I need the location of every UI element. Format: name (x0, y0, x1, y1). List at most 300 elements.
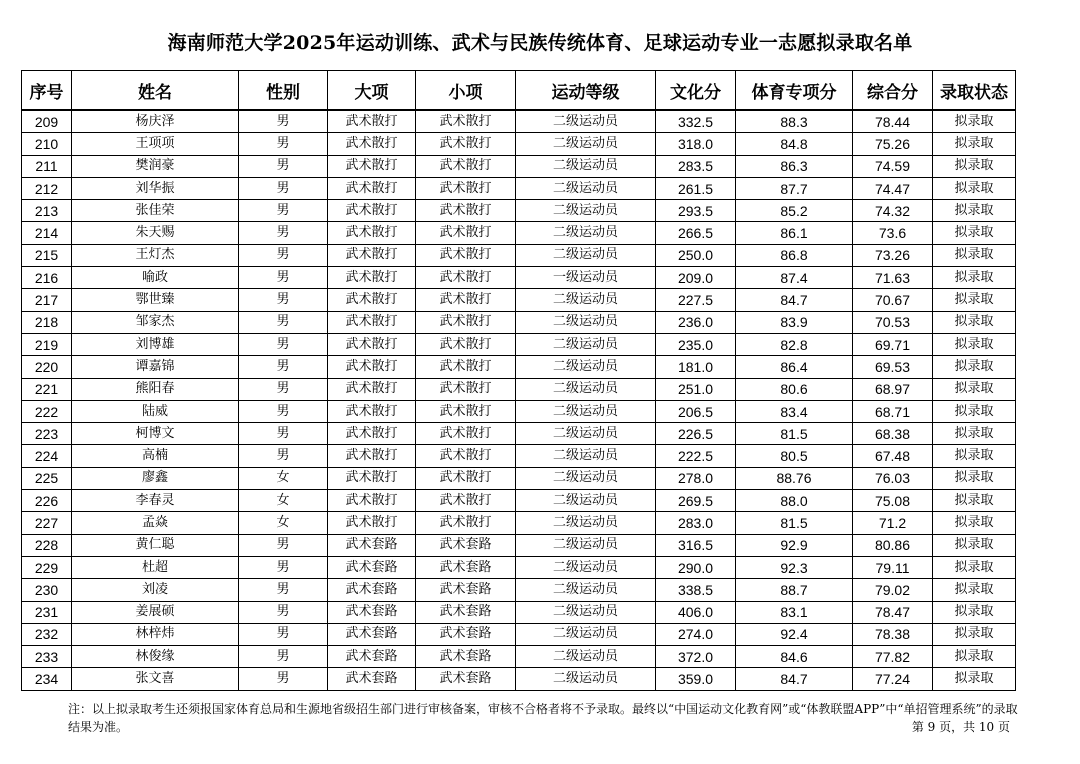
table-row (22, 289, 1016, 311)
cell-seq: 213 (22, 200, 72, 222)
cell-gender: 男 (239, 534, 328, 556)
cell-sport-score: 92.9 (736, 534, 853, 556)
cell-gender: 男 (239, 378, 328, 400)
cell-status: 拟录取 (933, 289, 1016, 311)
cell-sport-score: 88.76 (736, 467, 853, 489)
cell-category: 武术散打 (328, 490, 416, 512)
cell-status: 拟录取 (933, 311, 1016, 333)
cell-category: 武术散打 (328, 445, 416, 467)
cell-level: 二级运动员 (516, 333, 656, 355)
cell-category: 武术套路 (328, 646, 416, 668)
column-header-total-score: 综合分 (853, 71, 933, 111)
cell-level: 二级运动员 (516, 556, 656, 578)
cell-status: 拟录取 (933, 467, 1016, 489)
column-header-category: 大项 (328, 71, 416, 111)
cell-name: 柯博文 (72, 423, 239, 445)
cell-gender: 男 (239, 356, 328, 378)
cell-subcategory: 武术套路 (416, 601, 516, 623)
cell-subcategory: 武术散打 (416, 289, 516, 311)
cell-level: 二级运动员 (516, 177, 656, 199)
cell-gender: 男 (239, 623, 328, 645)
cell-gender: 男 (239, 311, 328, 333)
cell-name: 张佳荣 (72, 200, 239, 222)
cell-name: 林俊缘 (72, 646, 239, 668)
table-row (22, 400, 1016, 422)
table-row (22, 579, 1016, 601)
cell-gender: 男 (239, 423, 328, 445)
cell-category: 武术散打 (328, 333, 416, 355)
table-row (22, 623, 1016, 645)
cell-name: 黄仁聪 (72, 534, 239, 556)
cell-name: 姜展硕 (72, 601, 239, 623)
cell-total-score: 73.6 (853, 222, 933, 244)
cell-category: 武术散打 (328, 267, 416, 289)
table-row (22, 356, 1016, 378)
table-row (22, 155, 1016, 177)
cell-total-score: 73.26 (853, 244, 933, 266)
cell-culture-score: 222.5 (656, 445, 736, 467)
table-row (22, 423, 1016, 445)
cell-sport-score: 84.8 (736, 133, 853, 155)
cell-seq: 222 (22, 400, 72, 422)
cell-total-score: 69.71 (853, 333, 933, 355)
cell-subcategory: 武术散打 (416, 490, 516, 512)
cell-seq: 210 (22, 133, 72, 155)
cell-name: 廖鑫 (72, 467, 239, 489)
footnote: 注：以上拟录取考生还须报国家体育总局和生源地省级招生部门进行审核备案，审核不合格者将不予录取。最终以“中国运动文化教育网”或“体教联盟APP”中“单招管理系统”的录取结果为准。 (68, 702, 1018, 734)
cell-category: 武术散打 (328, 222, 416, 244)
cell-gender: 男 (239, 133, 328, 155)
cell-sport-score: 92.3 (736, 556, 853, 578)
column-header-seq: 序号 (22, 71, 72, 111)
cell-name: 谭嘉锦 (72, 356, 239, 378)
cell-gender: 男 (239, 400, 328, 422)
cell-category: 武术套路 (328, 668, 416, 690)
cell-name: 林梓炜 (72, 623, 239, 645)
cell-seq: 212 (22, 177, 72, 199)
cell-status: 拟录取 (933, 623, 1016, 645)
cell-category: 武术散打 (328, 177, 416, 199)
cell-seq: 209 (22, 110, 72, 133)
cell-category: 武术散打 (328, 244, 416, 266)
cell-level: 二级运动员 (516, 244, 656, 266)
cell-subcategory: 武术散打 (416, 356, 516, 378)
cell-culture-score: 338.5 (656, 579, 736, 601)
cell-subcategory: 武术散打 (416, 177, 516, 199)
cell-category: 武术套路 (328, 623, 416, 645)
cell-level: 二级运动员 (516, 400, 656, 422)
cell-category: 武术散打 (328, 155, 416, 177)
cell-total-score: 68.97 (853, 378, 933, 400)
cell-gender: 男 (239, 579, 328, 601)
cell-gender: 男 (239, 267, 328, 289)
cell-level: 二级运动员 (516, 579, 656, 601)
cell-sport-score: 84.6 (736, 646, 853, 668)
table-row (22, 512, 1016, 534)
cell-level: 二级运动员 (516, 289, 656, 311)
cell-total-score: 70.67 (853, 289, 933, 311)
cell-culture-score: 235.0 (656, 333, 736, 355)
cell-total-score: 74.59 (853, 155, 933, 177)
cell-status: 拟录取 (933, 356, 1016, 378)
cell-culture-score: 406.0 (656, 601, 736, 623)
cell-seq: 224 (22, 445, 72, 467)
cell-total-score: 80.86 (853, 534, 933, 556)
table-row (22, 445, 1016, 467)
table-row (22, 333, 1016, 355)
cell-culture-score: 283.5 (656, 155, 736, 177)
cell-sport-score: 80.5 (736, 445, 853, 467)
table-row (22, 490, 1016, 512)
cell-level: 二级运动员 (516, 110, 656, 133)
cell-sport-score: 86.4 (736, 356, 853, 378)
cell-status: 拟录取 (933, 110, 1016, 133)
column-header-culture-score: 文化分 (656, 71, 736, 111)
cell-sport-score: 82.8 (736, 333, 853, 355)
cell-culture-score: 181.0 (656, 356, 736, 378)
cell-sport-score: 86.1 (736, 222, 853, 244)
cell-name: 杨庆泽 (72, 110, 239, 133)
admission-table (21, 70, 1016, 691)
cell-sport-score: 83.1 (736, 601, 853, 623)
cell-category: 武术套路 (328, 556, 416, 578)
cell-sport-score: 80.6 (736, 378, 853, 400)
cell-subcategory: 武术散打 (416, 333, 516, 355)
cell-gender: 男 (239, 222, 328, 244)
cell-gender: 男 (239, 177, 328, 199)
cell-total-score: 71.63 (853, 267, 933, 289)
cell-category: 武术套路 (328, 579, 416, 601)
cell-culture-score: 269.5 (656, 490, 736, 512)
cell-gender: 男 (239, 556, 328, 578)
cell-seq: 231 (22, 601, 72, 623)
cell-seq: 215 (22, 244, 72, 266)
table-row (22, 467, 1016, 489)
cell-subcategory: 武术散打 (416, 311, 516, 333)
cell-total-score: 70.53 (853, 311, 933, 333)
table-row (22, 311, 1016, 333)
cell-seq: 221 (22, 378, 72, 400)
cell-name: 邹家杰 (72, 311, 239, 333)
cell-sport-score: 81.5 (736, 423, 853, 445)
cell-name: 刘凌 (72, 579, 239, 601)
cell-status: 拟录取 (933, 423, 1016, 445)
cell-gender: 男 (239, 646, 328, 668)
cell-gender: 男 (239, 333, 328, 355)
cell-status: 拟录取 (933, 445, 1016, 467)
cell-total-score: 76.03 (853, 467, 933, 489)
cell-culture-score: 251.0 (656, 378, 736, 400)
table-body (22, 110, 1016, 690)
cell-level: 二级运动员 (516, 668, 656, 690)
cell-total-score: 68.71 (853, 400, 933, 422)
cell-name: 高楠 (72, 445, 239, 467)
cell-category: 武术散打 (328, 110, 416, 133)
column-header-sport-score: 体育专项分 (736, 71, 853, 111)
cell-status: 拟录取 (933, 200, 1016, 222)
cell-sport-score: 84.7 (736, 668, 853, 690)
cell-total-score: 78.38 (853, 623, 933, 645)
table-row (22, 244, 1016, 266)
cell-name: 刘博雄 (72, 333, 239, 355)
column-header-status: 录取状态 (933, 71, 1016, 111)
table-row (22, 534, 1016, 556)
cell-total-score: 77.82 (853, 646, 933, 668)
cell-category: 武术散打 (328, 356, 416, 378)
cell-level: 二级运动员 (516, 155, 656, 177)
cell-category: 武术散打 (328, 400, 416, 422)
cell-status: 拟录取 (933, 333, 1016, 355)
cell-level: 二级运动员 (516, 200, 656, 222)
cell-total-score: 74.32 (853, 200, 933, 222)
cell-seq: 223 (22, 423, 72, 445)
cell-culture-score: 227.5 (656, 289, 736, 311)
cell-status: 拟录取 (933, 646, 1016, 668)
cell-category: 武术散打 (328, 512, 416, 534)
cell-name: 刘华振 (72, 177, 239, 199)
cell-category: 武术套路 (328, 601, 416, 623)
cell-level: 二级运动员 (516, 311, 656, 333)
cell-level: 二级运动员 (516, 490, 656, 512)
cell-subcategory: 武术散打 (416, 445, 516, 467)
cell-category: 武术散打 (328, 289, 416, 311)
cell-subcategory: 武术套路 (416, 668, 516, 690)
cell-category: 武术散打 (328, 311, 416, 333)
cell-status: 拟录取 (933, 556, 1016, 578)
cell-gender: 女 (239, 467, 328, 489)
table-row (22, 646, 1016, 668)
cell-culture-score: 372.0 (656, 646, 736, 668)
cell-name: 鄂世臻 (72, 289, 239, 311)
cell-subcategory: 武术套路 (416, 556, 516, 578)
cell-subcategory: 武术套路 (416, 623, 516, 645)
cell-seq: 233 (22, 646, 72, 668)
cell-culture-score: 266.5 (656, 222, 736, 244)
cell-level: 二级运动员 (516, 623, 656, 645)
cell-seq: 232 (22, 623, 72, 645)
cell-total-score: 75.26 (853, 133, 933, 155)
cell-sport-score: 87.4 (736, 267, 853, 289)
cell-culture-score: 261.5 (656, 177, 736, 199)
cell-culture-score: 274.0 (656, 623, 736, 645)
table-row (22, 133, 1016, 155)
cell-status: 拟录取 (933, 222, 1016, 244)
cell-seq: 226 (22, 490, 72, 512)
table-row (22, 200, 1016, 222)
cell-culture-score: 283.0 (656, 512, 736, 534)
cell-status: 拟录取 (933, 267, 1016, 289)
cell-status: 拟录取 (933, 133, 1016, 155)
cell-sport-score: 87.7 (736, 177, 853, 199)
cell-status: 拟录取 (933, 668, 1016, 690)
cell-name: 喻政 (72, 267, 239, 289)
cell-status: 拟录取 (933, 155, 1016, 177)
cell-culture-score: 332.5 (656, 110, 736, 133)
cell-status: 拟录取 (933, 400, 1016, 422)
cell-gender: 男 (239, 668, 328, 690)
cell-subcategory: 武术散打 (416, 512, 516, 534)
cell-subcategory: 武术套路 (416, 534, 516, 556)
cell-category: 武术散打 (328, 378, 416, 400)
table-row (22, 668, 1016, 690)
cell-level: 二级运动员 (516, 356, 656, 378)
cell-culture-score: 293.5 (656, 200, 736, 222)
cell-status: 拟录取 (933, 601, 1016, 623)
table-row (22, 601, 1016, 623)
page-number: 第 9 页，共 10 页 (911, 720, 1010, 734)
cell-culture-score: 290.0 (656, 556, 736, 578)
cell-name: 李春灵 (72, 490, 239, 512)
cell-gender: 男 (239, 110, 328, 133)
cell-subcategory: 武术散打 (416, 378, 516, 400)
cell-name: 樊润豪 (72, 155, 239, 177)
cell-seq: 230 (22, 579, 72, 601)
cell-seq: 227 (22, 512, 72, 534)
cell-name: 孟焱 (72, 512, 239, 534)
cell-level: 二级运动员 (516, 133, 656, 155)
cell-total-score: 79.11 (853, 556, 933, 578)
cell-level: 二级运动员 (516, 445, 656, 467)
table-header-row (22, 71, 1016, 111)
cell-seq: 214 (22, 222, 72, 244)
cell-seq: 217 (22, 289, 72, 311)
cell-level: 二级运动员 (516, 467, 656, 489)
cell-name: 熊阳春 (72, 378, 239, 400)
cell-subcategory: 武术散打 (416, 244, 516, 266)
column-header-level: 运动等级 (516, 71, 656, 111)
cell-seq: 218 (22, 311, 72, 333)
cell-total-score: 69.53 (853, 356, 933, 378)
cell-subcategory: 武术套路 (416, 579, 516, 601)
cell-gender: 男 (239, 200, 328, 222)
cell-status: 拟录取 (933, 534, 1016, 556)
cell-culture-score: 206.5 (656, 400, 736, 422)
cell-total-score: 75.08 (853, 490, 933, 512)
cell-gender: 男 (239, 445, 328, 467)
cell-sport-score: 88.0 (736, 490, 853, 512)
column-header-subcategory: 小项 (416, 71, 516, 111)
cell-level: 二级运动员 (516, 423, 656, 445)
cell-level: 二级运动员 (516, 601, 656, 623)
cell-sport-score: 83.4 (736, 400, 853, 422)
cell-total-score: 74.47 (853, 177, 933, 199)
cell-culture-score: 359.0 (656, 668, 736, 690)
cell-total-score: 79.02 (853, 579, 933, 601)
cell-sport-score: 88.3 (736, 110, 853, 133)
cell-seq: 228 (22, 534, 72, 556)
cell-level: 二级运动员 (516, 646, 656, 668)
cell-total-score: 78.47 (853, 601, 933, 623)
cell-subcategory: 武术散打 (416, 222, 516, 244)
cell-level: 一级运动员 (516, 267, 656, 289)
cell-subcategory: 武术散打 (416, 467, 516, 489)
cell-total-score: 78.44 (853, 110, 933, 133)
document-title: 海南师范大学2025年运动训练、武术与民族传统体育、足球运动专业一志愿拟录取名单 (167, 32, 913, 54)
cell-sport-score: 81.5 (736, 512, 853, 534)
cell-subcategory: 武术散打 (416, 200, 516, 222)
cell-seq: 220 (22, 356, 72, 378)
cell-status: 拟录取 (933, 378, 1016, 400)
cell-total-score: 67.48 (853, 445, 933, 467)
cell-status: 拟录取 (933, 490, 1016, 512)
cell-gender: 女 (239, 512, 328, 534)
cell-status: 拟录取 (933, 177, 1016, 199)
cell-level: 二级运动员 (516, 378, 656, 400)
cell-culture-score: 236.0 (656, 311, 736, 333)
cell-gender: 男 (239, 601, 328, 623)
cell-culture-score: 250.0 (656, 244, 736, 266)
table-row (22, 110, 1016, 133)
cell-total-score: 71.2 (853, 512, 933, 534)
table-row (22, 222, 1016, 244)
cell-name: 杜超 (72, 556, 239, 578)
cell-subcategory: 武术套路 (416, 646, 516, 668)
cell-category: 武术套路 (328, 534, 416, 556)
cell-seq: 229 (22, 556, 72, 578)
cell-category: 武术散打 (328, 423, 416, 445)
cell-status: 拟录取 (933, 512, 1016, 534)
cell-category: 武术散打 (328, 467, 416, 489)
table-row (22, 378, 1016, 400)
cell-level: 二级运动员 (516, 534, 656, 556)
cell-seq: 219 (22, 333, 72, 355)
cell-gender: 女 (239, 490, 328, 512)
cell-subcategory: 武术散打 (416, 400, 516, 422)
table-row (22, 556, 1016, 578)
cell-culture-score: 318.0 (656, 133, 736, 155)
cell-subcategory: 武术散打 (416, 423, 516, 445)
cell-culture-score: 316.5 (656, 534, 736, 556)
cell-category: 武术散打 (328, 200, 416, 222)
column-header-gender: 性别 (239, 71, 328, 111)
cell-sport-score: 92.4 (736, 623, 853, 645)
cell-sport-score: 86.3 (736, 155, 853, 177)
cell-gender: 男 (239, 289, 328, 311)
cell-seq: 234 (22, 668, 72, 690)
table-row (22, 177, 1016, 199)
cell-sport-score: 83.9 (736, 311, 853, 333)
cell-status: 拟录取 (933, 579, 1016, 601)
cell-gender: 男 (239, 244, 328, 266)
cell-level: 二级运动员 (516, 222, 656, 244)
cell-subcategory: 武术散打 (416, 155, 516, 177)
cell-gender: 男 (239, 155, 328, 177)
cell-status: 拟录取 (933, 244, 1016, 266)
cell-subcategory: 武术散打 (416, 133, 516, 155)
cell-total-score: 77.24 (853, 668, 933, 690)
cell-subcategory: 武术散打 (416, 267, 516, 289)
cell-seq: 211 (22, 155, 72, 177)
cell-name: 王项项 (72, 133, 239, 155)
cell-sport-score: 86.8 (736, 244, 853, 266)
cell-subcategory: 武术散打 (416, 110, 516, 133)
cell-name: 王灯杰 (72, 244, 239, 266)
cell-culture-score: 209.0 (656, 267, 736, 289)
cell-seq: 216 (22, 267, 72, 289)
cell-name: 张文喜 (72, 668, 239, 690)
cell-culture-score: 278.0 (656, 467, 736, 489)
cell-name: 陆威 (72, 400, 239, 422)
column-header-name: 姓名 (72, 71, 239, 111)
cell-seq: 225 (22, 467, 72, 489)
cell-name: 朱天赐 (72, 222, 239, 244)
table-row (22, 267, 1016, 289)
cell-sport-score: 84.7 (736, 289, 853, 311)
cell-level: 二级运动员 (516, 512, 656, 534)
cell-culture-score: 226.5 (656, 423, 736, 445)
cell-sport-score: 88.7 (736, 579, 853, 601)
cell-category: 武术散打 (328, 133, 416, 155)
